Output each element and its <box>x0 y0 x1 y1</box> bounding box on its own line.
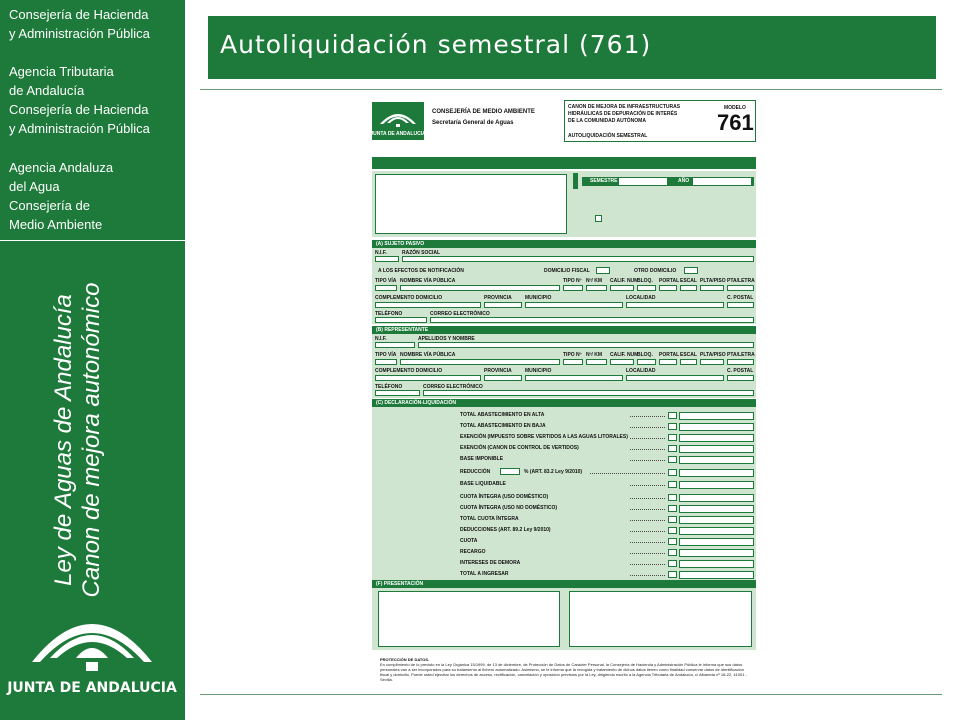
num-km-field <box>586 285 607 291</box>
leader-dots <box>630 564 665 565</box>
page-title: Autoliquidación semestral (761) <box>220 30 652 59</box>
modelo-label: MODELO <box>724 105 746 111</box>
leader-dots <box>630 427 665 428</box>
pta-letra-field <box>727 285 754 291</box>
rep-nombre-via-field <box>400 359 560 365</box>
rep-provincia-label: PROVINCIA <box>484 368 512 374</box>
otro-domicilio-box <box>684 267 698 274</box>
rep-correo-field <box>423 390 754 396</box>
svg-text:JUNTA DE ANDALUCIA: JUNTA DE ANDALUCIA <box>370 131 426 137</box>
rep-complemento-field <box>375 375 481 381</box>
rep-tipo-via-label: TIPO VÍA <box>375 352 397 358</box>
amount-field <box>679 481 754 489</box>
rep-provincia-field <box>484 375 522 381</box>
rep-cpostal-label: C. POSTAL <box>727 368 754 374</box>
form-header-sub: Secretaría General de Aguas <box>432 120 514 126</box>
razon-social-field <box>402 256 754 262</box>
rep-portal-label: PORTAL <box>659 352 680 358</box>
tipo-num-label: TIPO Nº <box>563 278 582 284</box>
tipo-num-field <box>563 285 583 291</box>
rep-nombre-via-label: NOMBRE VÍA PÚBLICA <box>400 352 456 358</box>
amount-field <box>679 434 754 442</box>
anio-field <box>692 177 752 186</box>
section-f-header <box>372 580 756 588</box>
line-code-box <box>668 445 677 452</box>
amount-field <box>679 527 754 535</box>
junta-logo <box>7 600 177 710</box>
bloq-field <box>637 285 656 291</box>
amount-field <box>679 469 754 477</box>
liquidation-line-label: REDUCCIÓN <box>460 469 491 475</box>
anio-label: AÑO <box>678 178 690 184</box>
amount-field <box>679 445 754 453</box>
line-code-box <box>668 549 677 556</box>
amount-field <box>679 456 754 464</box>
section-a-header <box>372 240 756 248</box>
section-c-title: (C) DECLARACIÓN-LIQUIDACIÓN <box>376 400 456 406</box>
line-code-box <box>668 571 677 578</box>
form-header-canon: CANON DE MEJORA DE INFRAESTRUCTURAS HIDRÁULICAS DE DEPURACIÓN DE INTERÉS DE LA COMUNIDAD AUTÓNOMA <box>568 104 681 124</box>
rep-localidad-field <box>626 375 724 381</box>
rep-complemento-label: COMPLEMENTO DOMICILIO <box>375 368 443 374</box>
presentacion-box-right <box>569 591 752 647</box>
liquidation-line-label: RECARGO <box>460 549 486 555</box>
form-emblem-icon <box>372 102 424 140</box>
rep-escal-field <box>680 359 697 365</box>
liquidation-line-label: TOTAL CUOTA ÍNTEGRA <box>460 516 519 522</box>
leader-dots <box>630 553 665 554</box>
leader-dots <box>630 416 665 417</box>
liquidation-line-label: DEDUCCIONES (ART. 89.2 Ley 9/2010) <box>460 527 551 533</box>
rep-correo-label: CORREO ELECTRÓNICO <box>423 384 483 390</box>
nif-field <box>375 256 399 262</box>
law-title: Ley de Aguas de Andalucía <box>50 294 77 586</box>
rep-num-km-label: Nº/ KM <box>586 352 602 358</box>
complemento-label: COMPLEMENTO DOMICILIO <box>375 295 443 301</box>
telefono-label: TELÉFONO <box>375 311 403 317</box>
rep-nif-field <box>375 342 415 348</box>
calif-num-label: CALIF. NUM <box>610 278 639 284</box>
rep-escal-label: ESCAL <box>680 352 697 358</box>
form-checkbox <box>595 215 602 222</box>
section-a-title: (A) SUJETO PASIVO <box>376 241 425 247</box>
section-f-title: (F) PRESENTACIÓN <box>376 581 424 587</box>
form-header-org: CONSEJERÍA DE MEDIO AMBIENTE <box>432 109 535 115</box>
municipio-field <box>525 302 623 308</box>
nif-label: N.I.F. <box>375 250 387 256</box>
plta-piso-field <box>700 285 724 291</box>
escal-label: ESCAL <box>680 278 697 284</box>
form-761-image <box>370 97 757 683</box>
rep-pta-letra-field <box>727 359 754 365</box>
liquidation-line-label: CUOTA ÍNTEGRA (USO DOMÉSTICO) <box>460 494 549 500</box>
rep-plta-piso-label: PLTA/PISO <box>700 352 726 358</box>
leader-dots <box>630 509 665 510</box>
localidad-field <box>626 302 724 308</box>
rep-bloq-field <box>637 359 656 365</box>
rep-tipo-via-field <box>375 359 397 365</box>
rep-tipo-num-field <box>563 359 583 365</box>
rep-calif-num-field <box>610 359 634 365</box>
line-code-box <box>668 538 677 545</box>
bloq-label: BLOQ. <box>637 278 653 284</box>
rep-localidad-label: LOCALIDAD <box>626 368 656 374</box>
calif-num-field <box>610 285 634 291</box>
portal-label: PORTAL <box>659 278 680 284</box>
portal-field <box>659 285 677 291</box>
cpostal-field <box>727 302 754 308</box>
leader-dots <box>630 542 665 543</box>
proteccion-text: En cumplimiento de lo previsto en la Ley Orgánica 15/1999, de 13 de diciembre, de Protección de Datos de Carácter Personal, la Consejería de Hacienda y Administración Pública le informa que sus datos personales van a ser incorporados para su tratamiento al fichero automatizado. Asimismo, se le informa que la recogida y tratamiento de dichos datos tienen como finalidad conservar datos de identificación fiscal y domicilio. Puede usted ejercitar los derechos de acceso, rectificación, cancelación y oposición previstos por la Ley, dirigiendo escrito a la Agencia Tributaria de Andalucía, c/ Albareda nº 18-22, 41001 - Sevilla. <box>380 662 747 682</box>
provincia-label: PROVINCIA <box>484 295 512 301</box>
escal-field <box>680 285 697 291</box>
correo-field <box>430 317 754 323</box>
rep-portal-field <box>659 359 677 365</box>
provincia-field <box>484 302 522 308</box>
liquidation-line-label: EXENCIÓN (IMPUESTO SOBRE VERTIDOS A LAS AGUAS LITORALES) <box>460 434 628 440</box>
liquidation-line-label: CUOTA <box>460 538 478 544</box>
pta-letra-label: PTA/LETRA <box>727 278 755 284</box>
sidebar-org-agencia-tributaria: Agencia Tributaria de Andalucía Consejería de Hacienda y Administración Pública <box>9 64 150 136</box>
form-header-auto: AUTOLIQUIDACIÓN SEMESTRAL <box>568 133 648 139</box>
amount-field <box>679 516 754 524</box>
rep-cpostal-field <box>727 375 754 381</box>
line-code-box <box>668 412 677 419</box>
notif-label: A LOS EFECTOS DE NOTIFICACIÓN <box>378 268 464 274</box>
line-code-box <box>668 505 677 512</box>
leader-dots <box>630 520 665 521</box>
localidad-label: LOCALIDAD <box>626 295 656 301</box>
leader-dots <box>630 485 665 486</box>
rep-plta-piso-field <box>700 359 724 365</box>
line-code-box <box>668 560 677 567</box>
rep-calif-num-label: CALIF. NUM <box>610 352 639 358</box>
municipio-label: MUNICIPIO <box>525 295 552 301</box>
form-mecanizacion-box <box>375 174 567 234</box>
nombre-via-label: NOMBRE VÍA PÚBLICA <box>400 278 456 284</box>
semestre-label: SEMESTRE <box>590 178 618 184</box>
section-b-title: (B) REPRESENTANTE <box>376 327 429 333</box>
rep-telefono-field <box>375 390 420 396</box>
rep-nif-label: N.I.F. <box>375 336 387 342</box>
bottom-divider <box>200 694 942 695</box>
liquidation-line-label: TOTAL A INGRESAR <box>460 571 509 577</box>
liquidation-line-label: TOTAL ABASTECIMIENTO EN ALTA <box>460 412 545 418</box>
modelo-number: 761 <box>717 110 754 135</box>
razon-social-label: RAZÓN SOCIAL <box>402 250 441 256</box>
line-code-box <box>668 423 677 430</box>
amount-field <box>679 571 754 579</box>
svg-text:JUNTA DE ANDALUCIA: JUNTA DE ANDALUCIA <box>7 680 177 696</box>
leader-dots <box>630 460 665 461</box>
domicilio-fiscal-label: DOMICILIO FISCAL <box>544 268 590 274</box>
otro-domicilio-label: OTRO DOMICILIO <box>634 268 677 274</box>
cpostal-label: C. POSTAL <box>727 295 754 301</box>
line-code-box <box>668 456 677 463</box>
rep-telefono-label: TELÉFONO <box>375 384 403 390</box>
semestre-field <box>618 177 668 186</box>
leader-dots <box>590 473 665 474</box>
liquidation-line-label: EXENCIÓN (CANON DE CONTROL DE VERTIDOS) <box>460 445 579 451</box>
reduccion-pct-field <box>500 468 520 475</box>
line-code-box <box>668 527 677 534</box>
liquidation-line-label: BASE IMPONIBLE <box>460 456 504 462</box>
amount-field <box>679 423 754 431</box>
liquidation-line-label: BASE LIQUIDABLE <box>460 481 506 487</box>
rep-municipio-field <box>525 375 623 381</box>
line-code-box <box>668 494 677 501</box>
leader-dots <box>630 575 665 576</box>
rep-bloq-label: BLOQ. <box>637 352 653 358</box>
apellidos-field <box>418 342 754 348</box>
amount-field <box>679 549 754 557</box>
nombre-via-field <box>400 285 560 291</box>
liquidation-line-label: CUOTA ÍNTEGRA (USO NO DOMÉSTICO) <box>460 505 558 511</box>
line-code-box <box>668 469 677 476</box>
form-band <box>372 157 756 169</box>
apellidos-label: APELLIDOS Y NOMBRE <box>418 336 475 342</box>
telefono-field <box>375 317 427 323</box>
leader-dots <box>630 531 665 532</box>
canon-title: Canon de mejora autonómico <box>78 282 105 598</box>
rep-municipio-label: MUNICIPIO <box>525 368 552 374</box>
proteccion-title: PROTECCIÓN DE DATOS. <box>380 657 430 662</box>
amount-field <box>679 560 754 568</box>
sidebar-org-agencia-agua: Agencia Andaluza del Agua Consejería de Medio Ambiente <box>9 160 114 232</box>
amount-field <box>679 505 754 513</box>
liquidation-line-label: TOTAL ABASTECIMIENTO EN BAJA <box>460 423 546 429</box>
form-marker <box>573 173 578 189</box>
tipo-via-label: TIPO VÍA <box>375 278 397 284</box>
correo-label: CORREO ELECTRÓNICO <box>430 311 490 317</box>
amount-field <box>679 494 754 502</box>
junta-emblem-icon <box>7 600 177 710</box>
amount-field <box>679 538 754 546</box>
reduccion-pct-label: % (ART. 83.2 Ley 9/2010) <box>524 469 583 475</box>
presentacion-box-left <box>378 591 560 647</box>
top-divider <box>200 89 942 90</box>
rep-num-km-field <box>586 359 607 365</box>
rep-pta-letra-label: PTA/LETRA <box>727 352 755 358</box>
liquidation-line-label: INTERESES DE DEMORA <box>460 560 521 566</box>
leader-dots <box>630 498 665 499</box>
line-code-box <box>668 434 677 441</box>
complemento-field <box>375 302 481 308</box>
tipo-via-field <box>375 285 397 291</box>
leader-dots <box>630 449 665 450</box>
line-code-box <box>668 481 677 488</box>
sidebar-org-hacienda: Consejería de Hacienda y Administración Pública <box>9 7 150 41</box>
num-km-label: Nº/ KM <box>586 278 602 284</box>
rep-tipo-num-label: TIPO Nº <box>563 352 582 358</box>
plta-piso-label: PLTA/PISO <box>700 278 726 284</box>
amount-field <box>679 412 754 420</box>
line-code-box <box>668 516 677 523</box>
page-title-bar <box>208 16 936 79</box>
section-b-header <box>372 326 756 334</box>
leader-dots <box>630 438 665 439</box>
sidebar <box>0 0 185 720</box>
form-logo-box <box>372 102 424 140</box>
domicilio-fiscal-box <box>596 267 610 274</box>
